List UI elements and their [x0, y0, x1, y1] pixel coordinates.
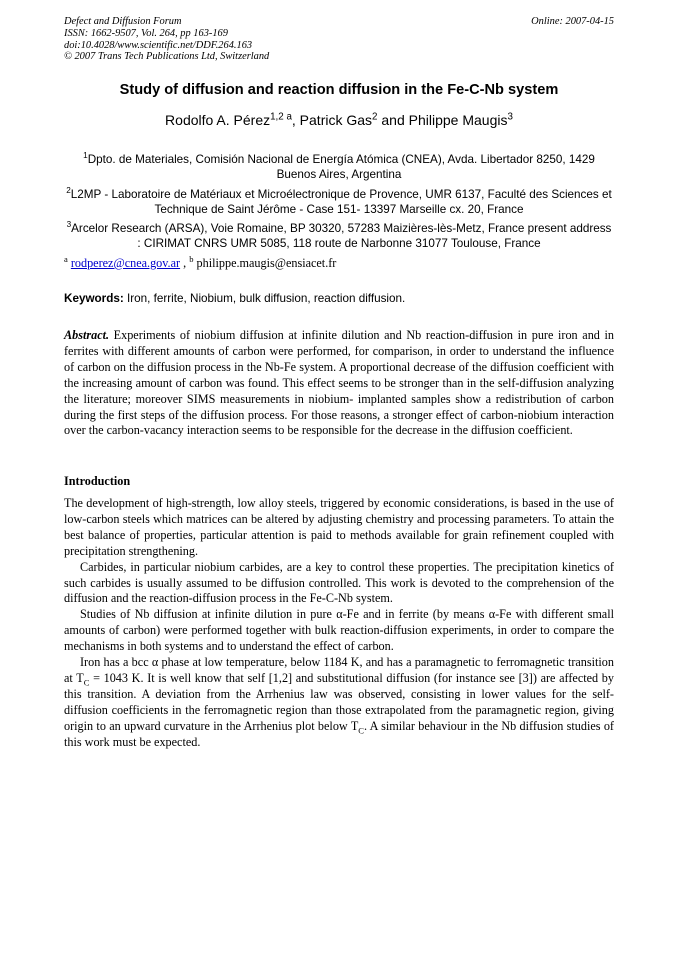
email-b: philippe.maugis@ensiacet.fr — [193, 256, 337, 270]
intro-paragraph-1: The development of high-strength, low alloy steels, triggered by economic considerations, is based in the use of low-carbon steels which matrices can be altered by adjusting chemistry and processing parameters. To attain the best balance of properties, particular attention is paid to methods available for grain refinement coupled with precipitation strengthening. — [64, 496, 614, 558]
intro-p4-text-c: . A similar behaviour in the Nb diffusion studies of this work must be expected. — [64, 718, 614, 749]
email-marker-a: a — [64, 253, 68, 264]
affiliation-2 — [64, 187, 614, 218]
doi-line: doi:10.4028/www.scientific.net/DDF.264.163 — [64, 39, 253, 51]
affiliation-text: Arcelor Research (ARSA), Voie Romaine, BP 30320, 57283 Maizières-lès-Metz, France present address : CIRIMAT CNRS UMR 5085, 118 route de Narbonne 31077 Toulouse, France — [71, 222, 612, 251]
author-2-affiliation: 2 — [372, 111, 378, 123]
affiliation-text: L2MP - Laboratoire de Matériaux et Microélectronique de Provence, UMR 6137, Faculté des Sciences et Technique de Saint Jérôme - Case 151- 13397 Marseille cx. 20, France — [70, 188, 612, 217]
abstract-label: Abstract. — [64, 328, 110, 342]
author-line — [0, 112, 678, 128]
abstract-text: Experiments of niobium diffusion at infinite dilution and Nb reaction-diffusion in pure iron and in ferrites with different amounts of carbon were performed, for comparison, in order to understand the influence of carbon on the diffusion process in the Nb-Fe system. A proportional decrease of the diffusion coefficient with the increasing amount of carbon was found. This effect seems to be stronger than in the self-diffusion analyzing the literature; moreover SIMS measurements in niobium- implanted samples show a redistribution of carbon during the first steps of the diffusion process. For those reasons, a stronger effect of carbon-niobium interaction over the carbon-vacancy interaction seems to be responsible for the decrease in the diffusion coefficient. — [64, 328, 614, 438]
intro-paragraph-3: Studies of Nb diffusion at infinite dilution in pure α-Fe and in ferrite (by means α-Fe with different small amounts of carbon) were performed together with bulk reaction-diffusion experiments, in order to compare the mechanisms in both systems and to understand the effect of carbon. — [64, 607, 614, 654]
section-heading-introduction: Introduction — [64, 474, 131, 488]
author-2: , Patrick Gas — [291, 112, 373, 128]
affiliation-number: 3 — [66, 220, 72, 230]
affiliation-number: 2 — [66, 186, 71, 196]
journal-name: Defect and Diffusion Forum — [64, 16, 182, 27]
email-link-a[interactable]: rodperez@cnea.gov.ar — [70, 256, 181, 270]
intro-paragraph-4 — [64, 655, 614, 750]
intro-paragraph-2: Carbides, in particular niobium carbides, are a key to control these properties. The precipitation kinetics of such carbides is usually assumed to be diffusion controlled. This work is devoted to the comprehension of the diffusion and the reaction-diffusion process in the Fe-C-Nb system. — [64, 559, 614, 606]
paper-title: Study of diffusion and reaction diffusion in the Fe-C-Nb system — [119, 82, 559, 98]
keywords-label: Keywords: — [64, 292, 124, 305]
author-3-affiliation: 3 — [507, 111, 513, 123]
issn-line: ISSN: 1662-9507, Vol. 264, pp 163-169 — [64, 27, 228, 39]
online-date: Online: 2007-04-15 — [531, 16, 614, 27]
author-1: Rodolfo A. Pérez — [165, 112, 271, 128]
introduction-body — [64, 496, 614, 751]
intro-p4-text-b: = 1043 K. It is well know that self [1,2] and substitutional diffusion (for instance see [3]) are affected by this transition. A deviation from the Arrhenius law was observed, consisting in lower values for the self-diffusion coefficients in the ferromagnetic region than those extrapolated from the paramagnetic region, giving origin to an upward curvature in the Arrhenius plot below T — [64, 670, 614, 733]
keywords-text: Iron, ferrite, Niobium, bulk diffusion, reaction diffusion. — [123, 292, 406, 305]
affiliation-number: 1 — [83, 151, 88, 161]
email-separator: , — [180, 256, 190, 270]
abstract — [64, 328, 614, 439]
journal-header — [64, 16, 269, 63]
email-marker-b: b — [189, 253, 194, 264]
curie-subscript: C — [358, 725, 364, 736]
affiliation-text: Dpto. de Materiales, Comisión Nacional de Energía Atómica (CNEA), Avda. Libertador 8250, 1429 Buenos Aires, Argentina — [87, 153, 595, 182]
copyright-line: © 2007 Trans Tech Publications Ltd, Switzerland — [64, 51, 270, 63]
contact-emails — [64, 253, 337, 271]
keywords — [64, 292, 614, 305]
affiliation-1 — [64, 152, 614, 183]
curie-subscript: C — [83, 677, 90, 688]
author-3: and Philippe Maugis — [377, 112, 508, 128]
affiliation-3 — [64, 221, 614, 252]
author-1-affiliation: 1,2 a — [270, 111, 292, 123]
intro-p4-text-a: Iron has a bcc α phase at low temperature, below 1184 K, and has a paramagnetic to ferromagnetic transition at T — [64, 655, 614, 685]
